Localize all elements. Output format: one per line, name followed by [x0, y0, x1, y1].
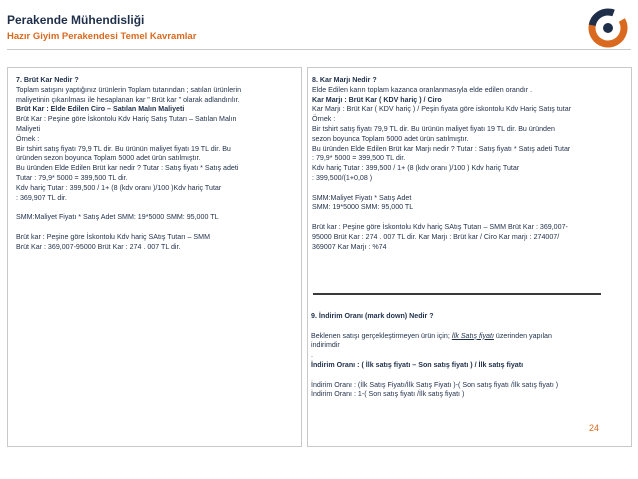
header-divider	[7, 49, 631, 50]
page-title: Perakende Mühendisliği	[7, 13, 145, 27]
text-line: Kar Marjı : Brüt Kar ( KDV hariç ) / Peşin fiyata göre iskontolu Kdv Hariç Satış tutar	[312, 105, 572, 114]
text-line: Bir tshirt satış fiyatı 79,9 TL dir. Bu ürünün maliyet fiyatı 19 TL dir. Bu üründen	[312, 124, 555, 133]
brand-logo-icon	[586, 8, 630, 48]
text-line: Brüt Kar : 369,007-95000 Brüt Kar : 274 . 007 TL dir.	[16, 242, 181, 251]
text-line: Tutar : 79,9* 5000 = 399,500 TL dir.	[16, 173, 128, 182]
text-line: Brüt kar : Peşine göre İskontolu Kdv hariç SAtış Tutarı – SMM Brüt Kar : 369,007-	[312, 222, 568, 231]
text-line: : 79,9* 5000 = 399,500 TL dir.	[312, 154, 406, 163]
text-line: SMM:Maliyet Fiyatı * Satış Adet	[312, 193, 412, 202]
text-line: sezon boyunca Toplam 5000 adet ürün satılmıştır.	[312, 134, 469, 143]
text-line: 369007 Kar Marjı : %74	[312, 242, 387, 251]
text-line: Elde Edilen karın toplam kazanca oranlanmasıyla elde edilen orandır .	[312, 85, 533, 94]
page-number: 24	[589, 423, 600, 433]
text-line: Bu üründen Elde Edilen Brüt kar Marjı nedir ? Tutar : Satış fiyatı * Satış adeti Tutar	[312, 144, 571, 153]
text-line: maliyetinin çıkarılması ile hesaplanan kar " Brüt kar " olarak adlandırılır.	[16, 95, 240, 104]
section-heading: 9. İndirim Oranı (mark down) Nedir ?	[311, 312, 434, 320]
section-heading: 8. Kar Marjı Nedir ?	[312, 76, 377, 84]
formula-line: Kar Marjı : Brüt Kar ( KDV hariç ) / Ciro	[312, 95, 442, 104]
text-line: SMM: 19*5000 SMM: 95,000 TL	[312, 203, 414, 212]
text-line: Toplam satışını yaptığınız ürünlerin Toplam tutarından ; satılan ürünlerin	[16, 85, 242, 94]
text-line: üründen sezon boyunca Toplam 5000 adet ürün satılmıştır.	[16, 154, 201, 163]
section-heading: 7. Brüt Kar Nedir ?	[16, 76, 79, 84]
text-line: Örnek :	[16, 134, 40, 143]
text-line: : 399,500/(1+0,08 )	[312, 173, 373, 182]
page-subtitle: Hazır Giyim Perakendesi Temel Kavramlar	[7, 31, 197, 42]
text-line: Kdv hariç Tutar : 399,500 / 1+ (8 (kdv oranı )/100 ) Kdv hariç Tutar	[312, 164, 520, 173]
section-divider	[313, 293, 601, 295]
text-line: : 369,907 TL dir.	[16, 193, 67, 202]
text-line: .	[311, 351, 313, 360]
text-line: Bir tshirt satış fiyatı 79,9 TL dir. Bu ürünün maliyet fiyatı 19 TL dir. Bu	[16, 144, 231, 153]
formula-line: İndirim Oranı : ( İlk satış fiyatı – Son satış fiyatı ) / İlk satış fiyatı	[311, 360, 524, 369]
text-line: İndirim Oranı : 1-( Son satış fiyatı /İlk satış fiyatı )	[311, 390, 465, 399]
text-line: SMM:Maliyet Fiyatı * Satış Adet SMM: 19*5000 SMM: 95,000 TL	[16, 213, 219, 222]
text-line: Beklenen satışı gerçekleştirmeyen ürün için; İlk Satış fiyatı üzerinden yapılan	[311, 331, 552, 340]
formula-line: Brüt Kar : Elde Edilen Ciro – Satılan Malın Maliyeti	[16, 105, 185, 114]
text-line: 95000 Brüt Kar : 274 . 007 TL dir. Kar Marjı : Brüt kar / Ciro Kar marjı : 274007/	[312, 232, 560, 241]
text-line: Brüt Kar : Peşine göre İskontolu Kdv Hariç Satış Tutarı – Satılan Malın	[16, 115, 237, 124]
text-line: Brüt kar : Peşine göre İskontolu Kdv hariç SAtış Tutarı – SMM	[16, 232, 210, 241]
gross-profit-section	[16, 76, 241, 252]
text-line: İndirim Oranı : (İlk Satış Fiyatı/İlk Satış Fiyatı )-( Son satış fiyatı /İlk satış fiyatı )	[311, 380, 559, 389]
text-line: Kdv hariç Tutar : 399,500 / 1+ (8 (kdv oranı )/100 )Kdv hariç Tutar	[16, 183, 222, 192]
first-sale-price-link: İlk Satış fiyatı	[451, 331, 494, 340]
discount-rate-section	[311, 312, 558, 400]
text-line: Bu üründen Elde Edilen Brüt kar nedir ? Tutar : Satış fiyatı * Satış adeti	[16, 164, 239, 173]
text-line: indirimdir	[311, 341, 340, 350]
text-line: Maliyeti	[16, 124, 41, 133]
profit-margin-section	[312, 76, 571, 252]
text-line: Örnek :	[312, 115, 336, 124]
